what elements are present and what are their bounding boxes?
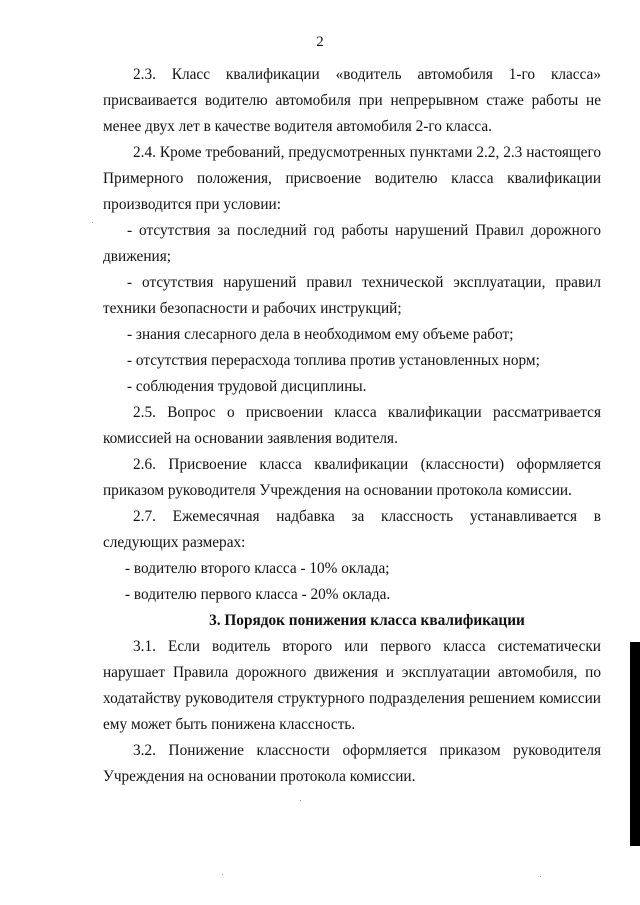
condition-item: - соблюдения трудовой дисциплины. [127, 378, 367, 395]
paragraph-2-6: 2.6. Присвоение класса квалификации (классности) оформляется приказом руководителя Учреждения на основании протокола комиссии. [103, 456, 601, 499]
condition-item: - знания слесарного дела в необходимом ему объеме работ; [127, 326, 514, 343]
paragraph-2-4: 2.4. Кроме требований, предусмотренных пунктами 2.2, 2.3 настоящего Примерного положения, присвоение водителю класса квалификации производится при условии: [103, 144, 601, 213]
document-body [103, 62, 601, 790]
section-heading: 3. Порядок понижения класса квалификации [209, 612, 525, 629]
condition-item: - отсутствия перерасхода топлива против установленных норм; [127, 352, 540, 369]
scan-speck [300, 800, 301, 801]
bonus-item: - водителю второго класса - 10% оклада; [125, 560, 390, 577]
page-number: 2 [316, 34, 324, 50]
scan-speck [92, 222, 93, 223]
paragraph-3-2: 3.2. Понижение классности оформляется приказом руководителя Учреждения на основании протокола комиссии. [103, 742, 601, 785]
scan-edge-bar [630, 642, 640, 846]
paragraph-2-5: 2.5. Вопрос о присвоении класса квалификации рассматривается комиссией на основании заявления водителя. [103, 404, 601, 447]
paragraph-3-1: 3.1. Если водитель второго или первого класса систематически нарушает Правила дорожного движения и эксплуатации автомобиля, по ходатайству руководителя структурного подразделения решением комиссии ему может быть понижена классность. [103, 638, 601, 733]
condition-item: - отсутствия нарушений правил технической эксплуатации, правил техники безопасности и рабочих инструкций; [103, 274, 601, 317]
scan-speck [222, 874, 223, 875]
paragraph-2-7: 2.7. Ежемесячная надбавка за классность устанавливается в следующих размерах: [103, 508, 601, 551]
condition-item: - отсутствия за последний год работы нарушений Правил дорожного движения; [103, 222, 601, 265]
bonus-item: - водителю первого класса - 20% оклада. [125, 586, 391, 603]
paragraph-2-3: 2.3. Класс квалификации «водитель автомобиля 1-го класса» присваивается водителю автомобиля при непрерывном стаже работы не менее двух лет в качестве водителя автомобиля 2-го класса. [103, 66, 601, 135]
scan-speck [540, 876, 541, 877]
